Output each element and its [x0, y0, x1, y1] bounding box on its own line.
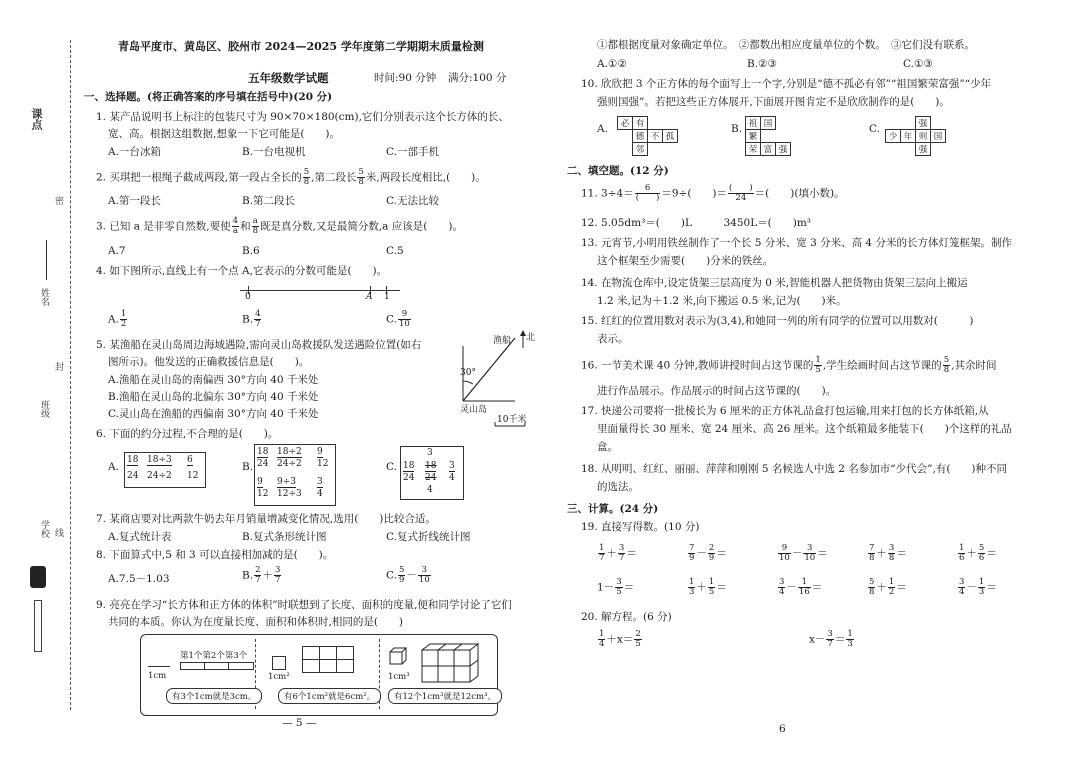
q8-option-b: B. $\frac{2}{7}$ ＋ $\frac{3}{7}$: [242, 565, 281, 585]
q7-option-c: C.复式折线统计图: [386, 531, 471, 543]
q5-option-c: C.灵山岛在渔船的西偏南 30°方向 40 千米处: [108, 408, 319, 420]
seal-mark-line: 线: [53, 528, 63, 537]
q6-label-a: A.: [108, 461, 119, 473]
fraction: $\frac{9}{10}$: [779, 543, 790, 563]
q5-option-a: A.渔船在灵山岛的南偏西 30°方向 40 千米处: [108, 374, 319, 386]
q16-text: 16. 一节美术课 40 分钟,教师讲授时间占这节课的 $\frac{1}{5}$ ,学生绘画时间占这节课的 $\frac{5}{8}$ ,其余时间: [581, 355, 997, 375]
fraction: $\frac{5}{9}$: [399, 565, 405, 585]
calc-item: 1－ $\frac{3}{5}$ ＝: [597, 577, 635, 597]
q9-option-c: C.①③: [903, 58, 933, 70]
q10-net-c: 强 少 年 则 国 强: [885, 116, 946, 156]
fraction: $\frac{1}{4}$: [599, 629, 605, 649]
q16-text-2: 进行作品展示。作品展示的时间占这节课的( )。: [597, 385, 837, 397]
q10-label-a: A.: [597, 123, 608, 135]
q17-text-3: 盒。: [597, 441, 618, 453]
q2-text: [96, 168, 486, 187]
q9-unit-square: [272, 656, 286, 670]
q9-cm2-label: 1cm²: [268, 672, 290, 682]
q2-option-a: A.第一段长: [108, 195, 161, 207]
class-label: 班级: [39, 400, 49, 418]
q2-part-2: ,第二段长: [311, 171, 357, 184]
q2-part-3: 米,两段长度相比,( )。: [365, 171, 486, 184]
cut-line: [70, 40, 71, 710]
fraction: $\frac{a}{8}$: [252, 216, 258, 236]
q1-text: 1. 某产品说明书上标注的包装尺寸为 90×70×180(cm),它们分别表示这个长方体的长、: [96, 111, 509, 123]
q13-text: 13. 元宵节,小明用铁丝制作了一个长 5 分米、宽 3 分米、高 4 分米的长方体灯笼框架。制作: [581, 237, 1012, 249]
q2-part-1: 2. 买琪把一根绳子截成两段,第一段占全长的: [96, 171, 302, 184]
fraction: $\frac{3}{7}$: [618, 543, 625, 563]
fraction: $\frac{2}{5}$: [635, 629, 641, 649]
q3-text: [96, 217, 463, 236]
map-angle-label: 30°: [460, 368, 476, 378]
number-line: [240, 290, 400, 291]
name-label: 姓名: [39, 288, 49, 306]
q10-label-b: B.: [731, 123, 743, 135]
q20-title: 20. 解方程。(6 分): [581, 611, 672, 623]
q9-text-2: 共同的本质。你认为在度量长度、面积和体积时,相同的是( ): [108, 616, 404, 628]
q6-option-a-box: 18 24 18÷3 24÷2 6 12: [124, 452, 206, 488]
q15-text: 15. 红红的位置用数对表示为(3,4),和她同一列的所有同学的位置可以用数对( ): [581, 315, 974, 327]
q7-text: 7. 某商店要对比两款牛奶去年月销量增减变化情况,选用( )比较合适。: [96, 513, 436, 525]
calc-item: $\frac{7}{8}$ ＋ $\frac{3}{8}$ ＝: [869, 543, 907, 563]
fraction: $\frac{3}{7}$: [827, 629, 833, 649]
fraction: $\frac{4}{a}$: [232, 216, 239, 236]
fraction: $\frac{1}{2}$: [120, 309, 127, 329]
q8-option-a: A.7.5－1.03: [108, 573, 170, 585]
calc-item: $\frac{9}{10}$ － $\frac{3}{10}$ ＝: [779, 543, 828, 563]
q3-option-c: C.5: [386, 245, 404, 257]
exam-title: 青岛平度市、黄岛区、胶州市 2024—2025 学年度第二学期期末质量检测: [118, 40, 484, 53]
q9-units-label: 第1个第2个第3个: [180, 651, 248, 661]
q9-cm-label: 1cm: [148, 671, 167, 681]
equation-2: x－ $\frac{3}{7}$ ＝ $\frac{1}{3}$: [809, 629, 853, 649]
exam-time: 时间:90 分钟: [374, 72, 437, 84]
q11-text: 11. 3÷4＝ $\frac{6}{( )}$ ＝9÷( )＝ $\frac{( )}{24}$ ＝( )(填小数)。: [581, 183, 845, 203]
q12-text: 12. 5.05dm³＝( )L 3450L＝( )m³: [581, 217, 812, 229]
q10-text: 10. 欣欣把 3 个正方体的每个面写上一个字,分别是“德不孤必有邻”“祖国繁荣富强”“少年: [581, 78, 992, 90]
q1-option-c: C.一部手机: [386, 146, 439, 158]
q8-text: 8. 下面算式中,5 和 3 可以直接相加减的是( )。: [96, 549, 334, 561]
right-page: [545, 0, 1080, 764]
q5-option-b: B.渔船在灵山岛的北偏东 30°方向 40 千米处: [108, 391, 319, 403]
fraction: $\frac{5}{6}$: [978, 543, 985, 563]
q7-option-b: B.复式条形统计图: [242, 531, 327, 543]
q9-text: 9. 亮亮在学习“长方体和正方体的体积”时联想到了长度、面积的度量,便和同学讨论了它们: [96, 599, 512, 611]
q1-text-2: 宽、高。根据这组数据,想象一下它可能是( )。: [108, 128, 341, 140]
q9-note-2: 有6个1cm²就是6cm²。: [278, 688, 381, 704]
binding-margin: [0, 0, 100, 764]
page-number-right: 6: [779, 723, 786, 735]
calc-item: $\frac{1}{6}$ ＋ $\frac{5}{6}$ ＝: [959, 543, 997, 563]
fraction: $\frac{1}{7}$: [599, 543, 605, 563]
calc-item: $\frac{1}{3}$ ＋ $\frac{1}{5}$ ＝: [689, 577, 727, 597]
fraction: $\frac{1}{2}$: [888, 577, 895, 597]
q1-option-b: B.一台电视机: [242, 146, 306, 158]
q9-note-1: 有3个1cm就是3cm。: [166, 688, 262, 704]
section1-title: 一、选择题。(将正确答案的序号填在括号中)(20 分): [84, 91, 333, 103]
calc-item: $\frac{3}{4}$ － $\frac{1}{3}$ ＝: [959, 577, 997, 597]
q9-statements: ①都根据度量对象确定单位。 ②都数出相应度量单位的个数。 ③它们没有联系。: [597, 39, 975, 51]
fraction: $\frac{2}{7}$: [255, 565, 261, 585]
map-boat-label: 渔船: [493, 336, 512, 346]
fraction: $\frac{9}{10}$: [399, 309, 410, 329]
q4-option-c: C. $\frac{9}{10}$: [386, 309, 410, 329]
fraction: $\frac{5}{8}$: [358, 167, 364, 187]
exam-score: 满分:100 分: [448, 72, 507, 84]
calc-item: $\frac{1}{7}$ ＋ $\frac{3}{7}$ ＝: [599, 543, 637, 563]
hand-icon: [30, 566, 46, 588]
q1-option-a: A.一台冰箱: [108, 146, 161, 158]
fraction: $\frac{3}{7}$: [274, 565, 281, 585]
map-island-label: 灵山岛: [460, 405, 488, 415]
q5-text: 5. 某渔船在灵山岛周边海域遇险,需向灵山岛救援队发送遇险位置(如右: [96, 339, 422, 351]
fraction: $\frac{1}{6}$: [959, 543, 965, 563]
fraction: $\frac{1}{3}$: [689, 577, 695, 597]
q9-option-b: B.②③: [747, 58, 777, 70]
name-blank: [46, 240, 48, 280]
q18-text-2: 的选法。: [597, 481, 639, 493]
q3-part-3: 既是真分数,又是最简分数,a 应该是( )。: [259, 220, 463, 233]
q10-net-a: 必 有 德 不 孤 邻: [617, 116, 678, 156]
equation-1: $\frac{1}{4}$ ＋x＝ $\frac{2}{5}$: [599, 629, 641, 649]
q6-text: 6. 下面的约分过程,不合理的是( )。: [96, 428, 279, 440]
q9-option-a: A.①②: [597, 58, 627, 70]
seal-mark-seal: 封: [53, 362, 63, 371]
fraction: $\frac{3}{4}$: [779, 577, 785, 597]
fraction: $\frac{5}{8}$: [943, 355, 950, 375]
fraction: $\frac{7}{8}$: [869, 543, 875, 563]
q3-part-1: 3. 已知 a 是非零自然数,要使: [96, 220, 231, 233]
q3-option-b: B.6: [242, 245, 260, 257]
q19-title: 19. 直接写得数。(10 分): [581, 521, 700, 533]
tick-label-a: A: [366, 292, 373, 302]
q3-part-2: 和: [240, 220, 251, 233]
fraction: $\frac{5}{8}$: [869, 577, 875, 597]
q8-option-c: C. $\frac{5}{9}$ － $\frac{3}{10}$: [386, 565, 430, 585]
brand-logo: 课点: [30, 108, 43, 130]
map-scale-label: 10千米: [497, 415, 527, 425]
q18-text: 18. 从明明、红红、丽丽、萍萍和刚刚 5 名候选人中选 2 名参加市“少代会”,有( )种不同: [581, 463, 1008, 475]
fraction: $\frac{7}{9}$: [689, 543, 695, 563]
q10-label-c: C.: [869, 123, 880, 135]
section2-title: 二、填空题。(12 分): [567, 165, 669, 177]
section3-title: 三、计算。(24 分): [567, 503, 659, 515]
fraction: $\frac{3}{10}$: [804, 543, 816, 563]
q6-option-c-box: 3 18 24 18 24 4 3 4: [400, 446, 464, 500]
calc-item: $\frac{3}{4}$ － $\frac{1}{16}$ ＝: [779, 577, 823, 597]
q15-text-2: 表示。: [597, 333, 629, 345]
tick-label-0: 0: [245, 292, 251, 302]
fraction: $\frac{4}{7}$: [255, 309, 261, 329]
q14-text: 14. 在物流仓库中,设定货架三层高度为 0 米,智能机器人把货物由货架三层向上搬运: [581, 277, 968, 289]
fraction: $\frac{3}{8}$: [888, 543, 895, 563]
q14-text-2: 1.2 米,记为＋1.2 米,向下搬运 0.5 米,记为( )米。: [597, 295, 847, 307]
fraction: $\frac{1}{16}$: [798, 577, 810, 597]
q13-text-2: 这个框架至少需要( )分米的铁丝。: [597, 255, 774, 267]
fraction: $\frac{3}{4}$: [959, 577, 965, 597]
fraction: $\frac{1}{5}$: [815, 355, 821, 375]
seal-mark-dense: 密: [53, 196, 63, 205]
q10-net-b: 祖 国 繁 荣 富 强: [745, 116, 791, 156]
q9-area-grid: [302, 646, 354, 673]
q6-label-c: C.: [386, 461, 397, 473]
calc-item: $\frac{5}{8}$ ＋ $\frac{1}{2}$ ＝: [869, 577, 907, 597]
q17-text-2: 里面量得长 30 厘米、宽 24 厘米、高 26 厘米。这个纸箱最多能装下( )个这样的礼品: [597, 423, 1012, 435]
fraction: $\frac{1}{5}$: [708, 577, 715, 597]
tick-label-1: 1: [384, 292, 390, 302]
q4-option-b: B. $\frac{4}{7}$: [242, 309, 261, 329]
q10-text-2: 强则国强”。若把这些正方体展开,下面展开图肯定不是欣欣制作的是( )。: [597, 96, 950, 108]
school-label: 学校: [39, 520, 49, 538]
fraction: $\frac{3}{10}$: [418, 565, 430, 585]
vertical-caption-box: [34, 600, 42, 652]
q9-cm3-label: 1cm³: [388, 672, 410, 682]
q6-label-b: B.: [242, 461, 254, 473]
map-north-label: 北: [526, 333, 536, 343]
fraction: $\frac{6}{( )}$: [635, 183, 660, 203]
q9-length-bar: [180, 662, 254, 670]
q4-option-a: A. $\frac{1}{2}$: [108, 309, 127, 329]
fraction: $\frac{5}{8}$: [303, 167, 310, 187]
q17-text: 17. 快递公司要将一批棱长为 6 厘米的正方体礼品盒打包运输,用来打包的长方体纸箱,从: [581, 405, 989, 417]
q9-note-3: 有12个1cm³就是12cm³。: [388, 688, 502, 704]
q7-option-a: A.复式统计表: [108, 531, 172, 543]
q5-text-2: 图所示)。他发送的正确救援信息是( )。: [108, 356, 310, 368]
calc-item: $\frac{7}{9}$ － $\frac{2}{9}$ ＝: [689, 543, 727, 563]
q2-option-b: B.第二段长: [242, 195, 296, 207]
page-number-left: — 5 —: [282, 717, 317, 729]
q4-text: 4. 如下图所示,直线上有一个点 A,它表示的分数可能是( )。: [96, 265, 388, 277]
q9-cm-line: [148, 666, 170, 667]
q6-option-b-box: 18 24 18÷2 24÷2 9 12 9 12 9÷3 12÷3 3 4: [254, 444, 336, 506]
fraction: $\frac{1}{3}$: [978, 577, 985, 597]
subject-title: 五年级数学试题: [248, 71, 329, 85]
q3-option-a: A.7: [108, 245, 126, 257]
fraction: $\frac{2}{9}$: [708, 543, 715, 563]
fraction: $\frac{( )}{24}$: [729, 183, 753, 203]
fraction: $\frac{1}{3}$: [847, 629, 853, 649]
q2-option-c: C.无法比较: [386, 195, 439, 207]
fraction: $\frac{3}{5}$: [616, 577, 622, 597]
